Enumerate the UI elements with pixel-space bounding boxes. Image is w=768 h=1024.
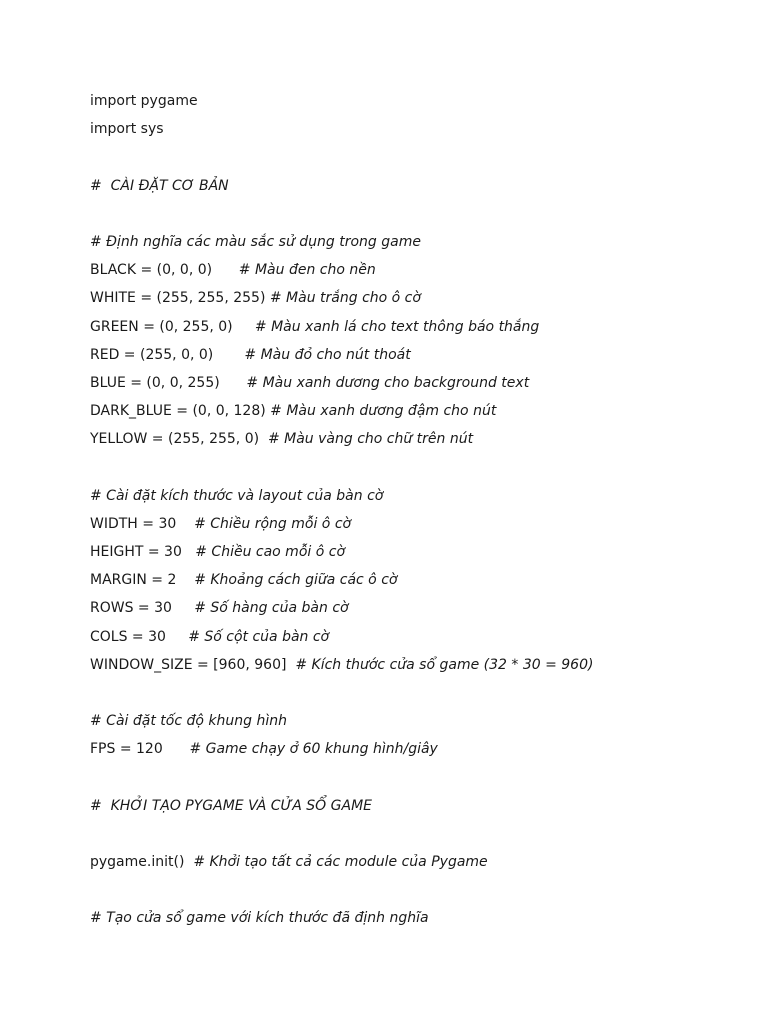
- blank-line: [90, 457, 748, 485]
- document-page: [90, 91, 748, 937]
- code-line: [90, 627, 748, 655]
- code-comment: # Màu xanh dương cho background text: [246, 374, 530, 391]
- code-comment: # CÀI ĐẶT CƠ BẢN: [90, 177, 229, 194]
- code-text: FPS = 120: [90, 741, 190, 758]
- code-text: ROWS = 30: [90, 600, 195, 617]
- code-comment: # Cài đặt tốc độ khung hình: [90, 713, 287, 730]
- code-text: WINDOW_SIZE = [960, 960]: [90, 656, 296, 673]
- code-text: import pygame: [90, 93, 198, 109]
- code-line: [90, 429, 748, 457]
- code-comment: # Màu đỏ cho nút thoát: [244, 346, 411, 363]
- blank-line: [90, 880, 748, 908]
- code-line: [90, 317, 748, 345]
- code-text: DARK_BLUE = (0, 0, 128): [90, 403, 271, 420]
- code-text: BLACK = (0, 0, 0): [90, 262, 239, 279]
- code-comment: # Game chạy ở 60 khung hình/giây: [189, 741, 438, 758]
- code-text: YELLOW = (255, 255, 0): [90, 431, 268, 448]
- code-comment: # Màu đen cho nền: [238, 262, 376, 279]
- blank-line: [90, 204, 748, 232]
- code-comment: # Chiều cao mỗi ô cờ: [195, 544, 346, 560]
- code-comment: # Kích thước cửa sổ game (32 * 30 = 960): [295, 656, 594, 673]
- code-comment: # Chiều rộng mỗi ô cờ: [194, 515, 352, 532]
- code-line: [90, 232, 748, 260]
- code-comment: # Khởi tạo tất cả các module của Pygame: [193, 854, 488, 871]
- code-line: [90, 852, 748, 880]
- code-comment: # Số cột của bàn cờ: [188, 628, 330, 645]
- code-line: [90, 655, 748, 683]
- code-text: WHITE = (255, 255, 255): [90, 290, 270, 307]
- code-comment: # Màu vàng cho chữ trên nút: [267, 431, 474, 448]
- code-text: WIDTH = 30: [90, 515, 195, 532]
- code-comment: # KHỞI TẠO PYGAME VÀ CỬA SỔ GAME: [90, 797, 372, 814]
- code-text: pygame.init(): [90, 854, 194, 871]
- code-text: MARGIN = 2: [90, 572, 195, 589]
- code-line: [90, 486, 748, 514]
- code-text: GREEN = (0, 255, 0): [90, 318, 255, 335]
- code-comment: # Cài đặt kích thước và layout của bàn cờ: [90, 487, 384, 504]
- blank-line: [90, 824, 748, 852]
- code-text: import sys: [90, 121, 164, 138]
- code-line: [90, 260, 748, 288]
- code-line: [90, 908, 748, 936]
- code-comment: # Màu xanh lá cho text thông báo thắng: [254, 318, 540, 335]
- code-text: HEIGHT = 30: [90, 544, 196, 560]
- blank-line: [90, 683, 748, 711]
- section-heading-comment: [90, 176, 748, 204]
- code-line: [90, 514, 748, 542]
- code-line: [90, 570, 748, 598]
- blank-line: [90, 147, 748, 175]
- code-text: COLS = 30: [90, 628, 189, 645]
- code-line: [90, 711, 748, 739]
- code-comment: # Định nghĩa các màu sắc sử dụng trong game: [90, 233, 421, 250]
- code-text: RED = (255, 0, 0): [90, 346, 245, 363]
- code-line: [90, 288, 748, 316]
- blank-line: [90, 768, 748, 796]
- code-line: [90, 598, 748, 626]
- code-line: [90, 373, 748, 401]
- code-line: [90, 401, 748, 429]
- code-comment: # Màu trắng cho ô cờ: [269, 290, 421, 307]
- section-heading-comment: [90, 796, 748, 824]
- code-text: BLUE = (0, 0, 255): [90, 374, 247, 391]
- code-line: [90, 345, 748, 373]
- code-comment: # Số hàng của bàn cờ: [194, 600, 349, 617]
- code-line: [90, 91, 748, 119]
- code-comment: # Màu xanh dương đậm cho nút: [270, 403, 497, 420]
- code-comment: # Tạo cửa sổ game với kích thước đã định nghĩa: [90, 910, 429, 927]
- code-comment: # Khoảng cách giữa các ô cờ: [194, 572, 398, 589]
- code-line: [90, 739, 748, 767]
- code-line: [90, 542, 748, 570]
- code-line: [90, 119, 748, 147]
